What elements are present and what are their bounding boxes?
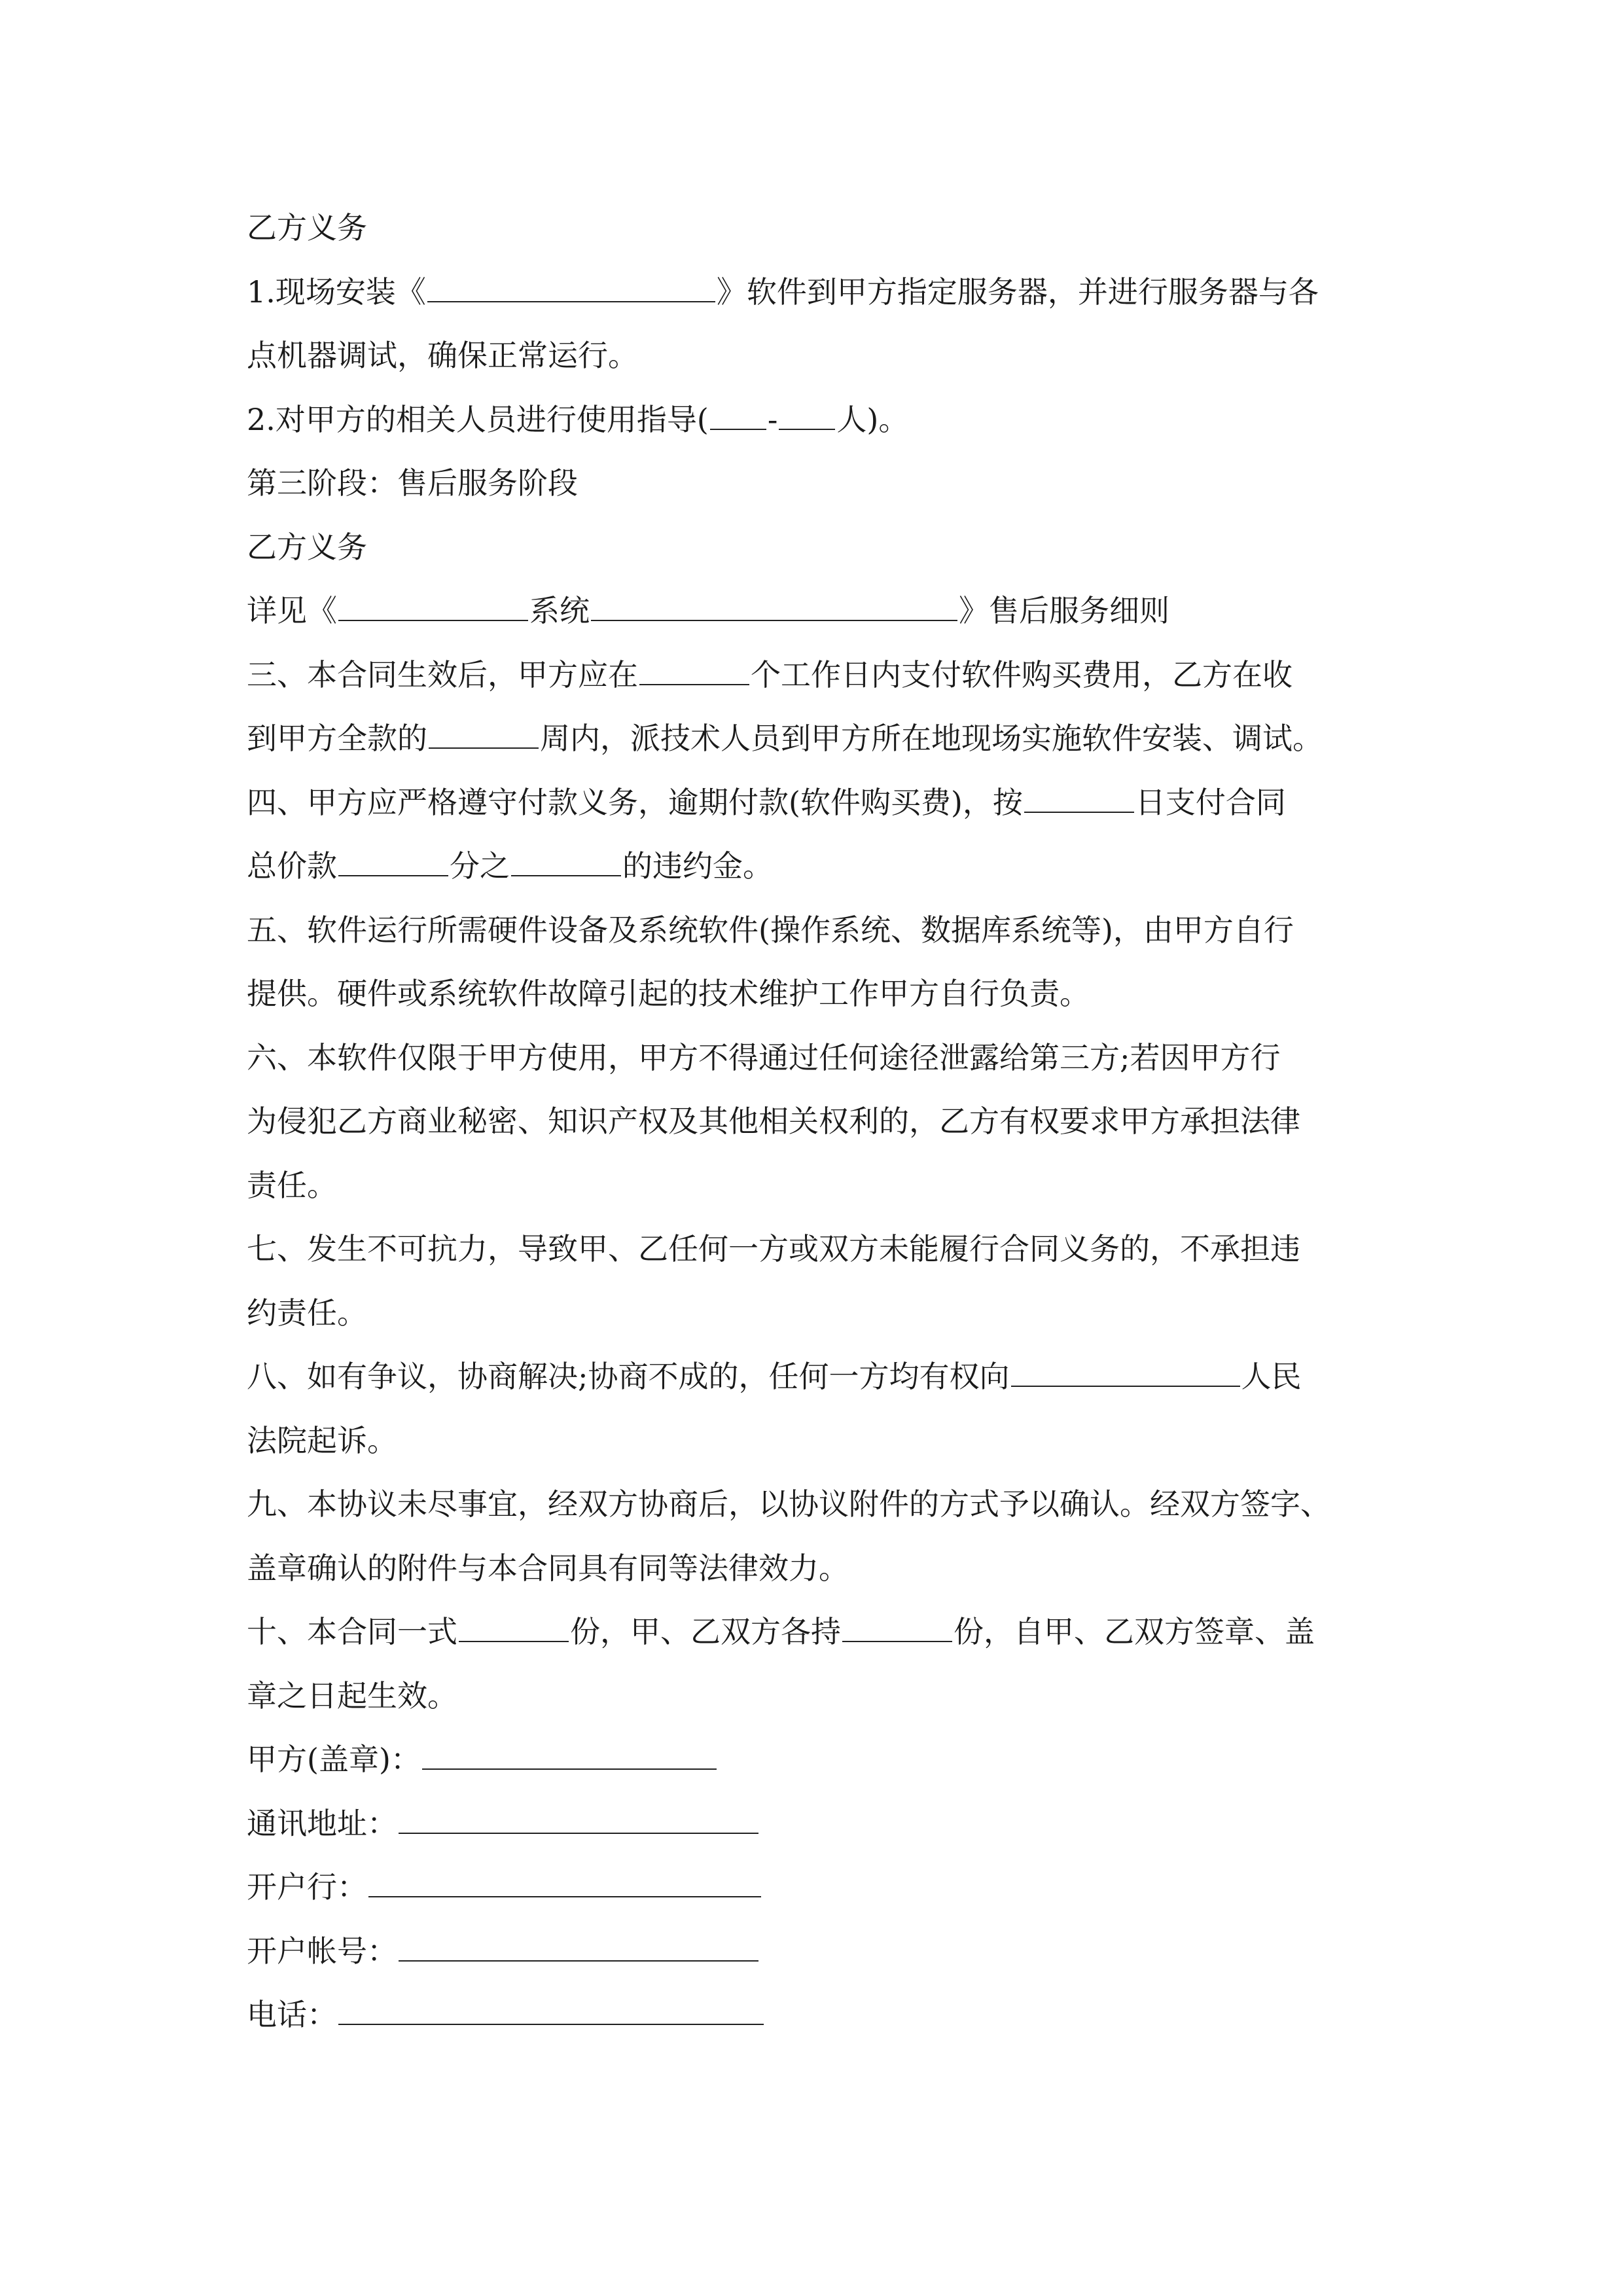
court-name-blank[interactable] [1011,1359,1240,1387]
clause-ten-cont: 章之日起生效。 [247,1677,457,1713]
payment-days-blank[interactable] [639,658,749,685]
clause-three-cont: 到甲方全款的 周内，派技术人员到甲方所在地现场实施软件安装、调试。 [247,721,1323,756]
system-suffix-blank[interactable] [591,594,957,621]
copies-total-blank[interactable] [459,1615,569,1642]
clause-nine-cont: 盖章确认的附件与本合同具有同等法律效力。 [247,1550,849,1586]
trainee-max-blank[interactable] [779,403,835,430]
clause-six-cont: 为侵犯乙方商业秘密、知识产权及其他相关权利的，乙方有权要求甲方承担法律 [247,1103,1300,1139]
signature-address: 通讯地址： [247,1792,1399,1856]
address-field[interactable] [399,1806,758,1834]
clause-seven: 七、发生不可抗力，导致甲、乙任何一方或双方未能履行合同义务的，不承担违 [247,1231,1300,1266]
signature-phone: 电话： [247,1983,1399,2047]
clause-eight-cont: 法院起诉。 [247,1422,397,1458]
signature-bank: 开户行： [247,1856,1399,1920]
clause-five: 五、软件运行所需硬件设备及系统软件(操作系统、数据库系统等)，由甲方自行 [247,912,1294,948]
signature-account: 开户帐号： [247,1920,1399,1984]
clause-five-cont: 提供。硬件或系统软件故障引起的技术维护工作甲方自行负责。 [247,976,1090,1011]
clause-install-cont: 点机器调试，确保正常运行。 [247,338,638,373]
phone-field[interactable] [338,1998,764,2025]
clause-install: 1.现场安装《 》软件到甲方指定服务器，并进行服务器与各 [247,274,1319,310]
copies-each-blank[interactable] [842,1615,952,1642]
install-weeks-blank[interactable] [429,721,539,749]
clause-six: 六、本软件仅限于甲方使用，甲方不得通过任何途径泄露给第三方;若因甲方行 [247,1039,1281,1075]
section-heading-party-b-duties: 乙方义务 [247,210,367,245]
clause-four-cont: 总价款 分之 的违约金。 [247,848,773,884]
clause-eight: 八、如有争议，协商解决;协商不成的，任何一方均有权向 人民 [247,1359,1302,1394]
clause-seven-cont: 约责任。 [247,1295,367,1331]
clause-three: 三、本合同生效后，甲方应在 个工作日内支付软件购买费用，乙方在收 [247,656,1293,692]
clause-six-end: 责任。 [247,1167,337,1203]
clause-nine: 九、本协议未尽事宜，经双方协商后，以协议附件的方式予以确认。经双方签字、 [247,1486,1330,1522]
penalty-denominator-blank[interactable] [338,849,448,876]
bank-field[interactable] [368,1870,761,1897]
penalty-numerator-blank[interactable] [511,849,621,876]
stage-three-heading: 第三阶段：售后服务阶段 [247,465,578,501]
trainee-min-blank[interactable] [710,403,766,430]
contract-body [247,196,1399,2047]
clause-after-sales: 详见《 系统 》售后服务细则 [247,593,1169,628]
account-field[interactable] [399,1934,758,1962]
party-a-seal-field[interactable] [422,1742,717,1770]
section-heading-party-b-duties-2: 乙方义务 [247,529,367,565]
system-name-blank[interactable] [338,594,528,621]
penalty-day-blank[interactable] [1024,785,1134,813]
clause-ten: 十、本合同一式 份，甲、乙双方各持 份，自甲、乙双方签章、盖 [247,1614,1315,1649]
clause-four: 四、甲方应严格遵守付款义务，逾期付款(软件购买费)，按 日支付合同 [247,784,1286,820]
software-name-blank[interactable] [427,275,715,302]
clause-training: 2.对甲方的相关人员进行使用指导( - 人)。 [247,401,909,437]
signature-party-a: 甲方(盖章)： [247,1728,1399,1792]
